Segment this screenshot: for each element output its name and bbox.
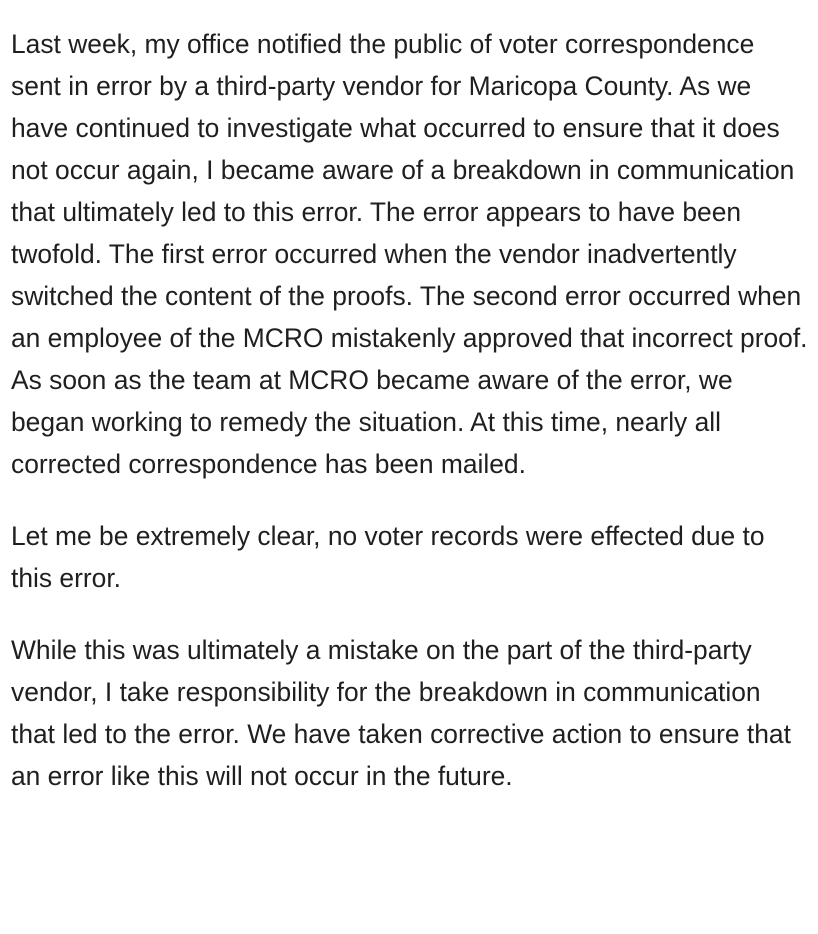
paragraph-investigation: Last week, my office notified the public of voter correspondence sent in error by a third-party vendor for Maricopa County. As we have continued to investigate what occurred to ensure that it does not occur again, I became aware of a breakdown in communication that ultimately led to this error. The error appears to have been twofold. The first error occurred when the vendor inadvertently switched the content of the proofs. The second error occurred when an employee of the MCRO mistakenly approved that incorrect proof. As soon as the team at MCRO became aware of the error, we began working to remedy the situation. At this time, nearly all corrected correspondence has been mailed. [11, 29, 808, 479]
statement-body [11, 23, 811, 797]
paragraph-records-unaffected: Let me be extremely clear, no voter records were effected due to this error. [11, 521, 765, 593]
paragraph-responsibility: While this was ultimately a mistake on the part of the third-party vendor, I take responsibility for the breakdown in communication that led to the error. We have taken corrective action to ensure that an error like this will not occur in the future. [11, 635, 791, 791]
